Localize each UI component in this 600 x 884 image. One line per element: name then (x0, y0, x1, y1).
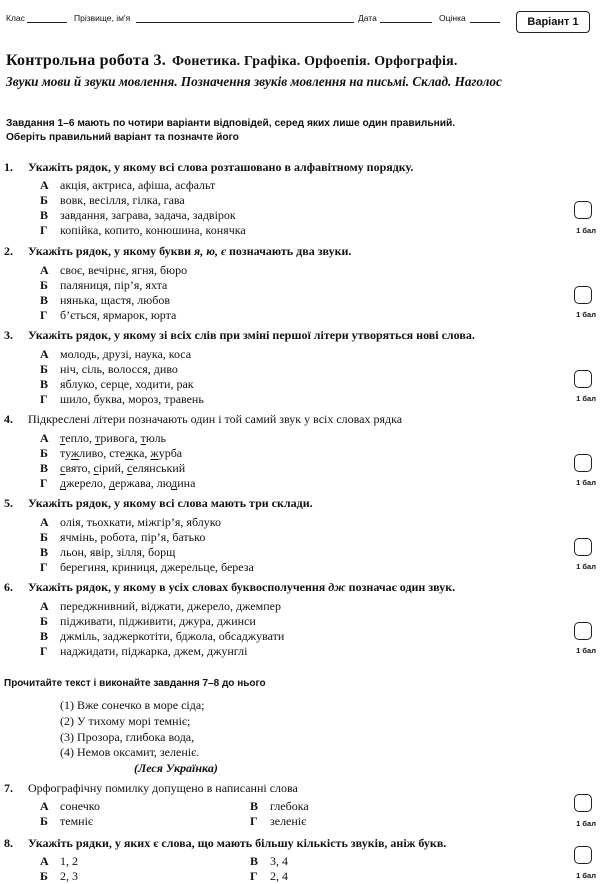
option-c[interactable]: В глебока (250, 799, 309, 813)
title-main: Контрольна робота 3. (6, 52, 166, 69)
question-number: 3. (4, 328, 13, 342)
header-fields (6, 9, 600, 31)
question-text: Укажіть рядок, у якому всі слова розташовано в алфавітному порядку. (28, 160, 414, 174)
question-text: Укажіть рядок, у якому зі всіх слів при зміні першої літери утворяться нові слова. (28, 328, 475, 342)
score-label: 1 бал (576, 478, 596, 487)
answer-box[interactable] (574, 846, 592, 864)
option-d[interactable]: Г б’ється, ярмарок, юрта (40, 308, 177, 322)
question-text: Укажіть рядок, у якому букви я, ю, є позначають два звуки. (28, 244, 352, 258)
option-d[interactable]: Г наджидати, піджарка, джем, джунглі (40, 644, 248, 658)
option-a[interactable]: А переджнивний, віджати, джерело, джемпер (40, 599, 281, 613)
option-a[interactable]: А олія, тьохкати, міжгір’я, яблуко (40, 515, 221, 529)
option-b[interactable]: Б вовк, весілля, гілка, гава (40, 193, 185, 207)
poem-author: (Леся Українка) (134, 761, 218, 775)
question-number: 5. (4, 496, 13, 510)
answer-box[interactable] (574, 201, 592, 219)
option-c[interactable]: В нянька, щастя, любов (40, 293, 171, 307)
question-number: 6. (4, 580, 13, 594)
option-d[interactable]: Г 2, 4 (250, 869, 288, 883)
poem-line-4: (4) Немов оксамит, зеленіє. (60, 745, 200, 759)
score-label: 1 бал (576, 310, 596, 319)
answer-box[interactable] (574, 622, 592, 640)
option-b[interactable]: Б тужливо, стежка, журба (40, 446, 183, 460)
option-a[interactable]: А тепло, тривога, тюль (40, 431, 167, 445)
option-b[interactable]: Б ячмінь, робота, пір’я, батько (40, 530, 206, 544)
option-d[interactable]: Г джерело, держава, людина (40, 476, 196, 490)
answer-box[interactable] (574, 794, 592, 812)
option-c[interactable]: В 3, 4 (250, 854, 288, 868)
option-a[interactable]: А 1, 2 (40, 854, 78, 868)
instruction-line-1: Завдання 1–6 мають по чотири варіанти відповідей, серед яких лише один правильний. (6, 118, 456, 129)
instruction-line-2: Оберіть правильний варіант та позначте його (6, 132, 239, 143)
question-number: 2. (4, 244, 13, 258)
question-text: Укажіть рядки, у яких є слова, що мають більшу кількість звуків, аніж букв. (28, 836, 447, 850)
option-c[interactable]: В льон, явір, зілля, борщ (40, 545, 176, 559)
option-b[interactable]: Б підживати, підживити, джура, джинси (40, 614, 256, 628)
option-b[interactable]: Б темніє (40, 814, 94, 828)
score-label: 1 бал (576, 819, 596, 828)
score-label: 1 бал (576, 226, 596, 235)
option-a[interactable]: А своє, вечірнє, ягня, бюро (40, 263, 188, 277)
question-text: Укажіть рядок, у якому всі слова мають три склади. (28, 496, 313, 510)
instruction (6, 117, 455, 145)
question-text: Укажіть рядок, у якому в усіх словах буквосполучення дж позначає один звук. (28, 580, 456, 594)
option-a[interactable]: А акція, актриса, афіша, асфальт (40, 178, 216, 192)
option-d[interactable]: Г зеленіє (250, 814, 307, 828)
grade-label: Оцінка (439, 13, 466, 23)
option-d[interactable]: Г копійка, копито, конюшина, конячка (40, 223, 246, 237)
option-b[interactable]: Б паляниця, пір’я, яхта (40, 278, 168, 292)
date-label: Дата (358, 13, 377, 23)
score-label: 1 бал (576, 646, 596, 655)
name-field[interactable] (136, 22, 354, 23)
option-b[interactable]: Б ніч, сіль, волосся, диво (40, 362, 178, 376)
question-number: 1. (4, 160, 13, 174)
option-a[interactable]: А сонечко (40, 799, 101, 813)
answer-box[interactable] (574, 286, 592, 304)
question-number: 8. (4, 836, 13, 850)
answer-box[interactable] (574, 538, 592, 556)
class-label: Клас (6, 13, 25, 23)
question-text: Орфографічну помилку допущено в написанні слова (28, 781, 298, 795)
score-label: 1 бал (576, 871, 596, 880)
page-title (6, 52, 458, 70)
poem-line-1: (1) Вже сонечко в море сіда; (60, 698, 205, 712)
question-number: 4. (4, 412, 13, 426)
variant-badge: Варіант 1 (516, 11, 590, 33)
question-text: Підкреслені літери позначають один і той самий звук у всіх словах рядка (28, 412, 403, 426)
page-subtitle: Звуки мови й звуки мовлення. Позначення звуків мовлення на письмі. Склад. Наголос (6, 74, 502, 89)
score-label: 1 бал (576, 562, 596, 571)
answer-box[interactable] (574, 370, 592, 388)
class-field[interactable] (27, 22, 67, 23)
poem-line-3: (3) Прозора, глибока вода, (60, 730, 195, 744)
option-d[interactable]: Г шило, буква, мороз, травень (40, 392, 204, 406)
date-field[interactable] (380, 22, 432, 23)
question-number: 7. (4, 781, 13, 795)
poem-line-2: (2) У тихому морі темніє; (60, 714, 191, 728)
answer-box[interactable] (574, 454, 592, 472)
option-c[interactable]: В яблуко, серце, ходити, рак (40, 377, 194, 391)
option-d[interactable]: Г берегиня, криниця, джерельце, береза (40, 560, 254, 574)
name-label: Прізвище, ім'я (74, 13, 131, 23)
read-instruction: Прочитайте текст і виконайте завдання 7–8 до нього (4, 678, 266, 689)
grade-field[interactable] (470, 22, 500, 23)
option-c[interactable]: В свято, сірий, селянський (40, 461, 186, 475)
option-b[interactable]: Б 2, 3 (40, 869, 78, 883)
option-c[interactable]: В джміль, заджеркотіти, бджола, обсаджувати (40, 629, 285, 643)
option-c[interactable]: В завдання, заграва, задача, задвірок (40, 208, 236, 222)
title-topics: Фонетика. Графіка. Орфоепія. Орфографія. (171, 54, 458, 69)
score-label: 1 бал (576, 394, 596, 403)
option-a[interactable]: А молодь, друзі, наука, коса (40, 347, 192, 361)
